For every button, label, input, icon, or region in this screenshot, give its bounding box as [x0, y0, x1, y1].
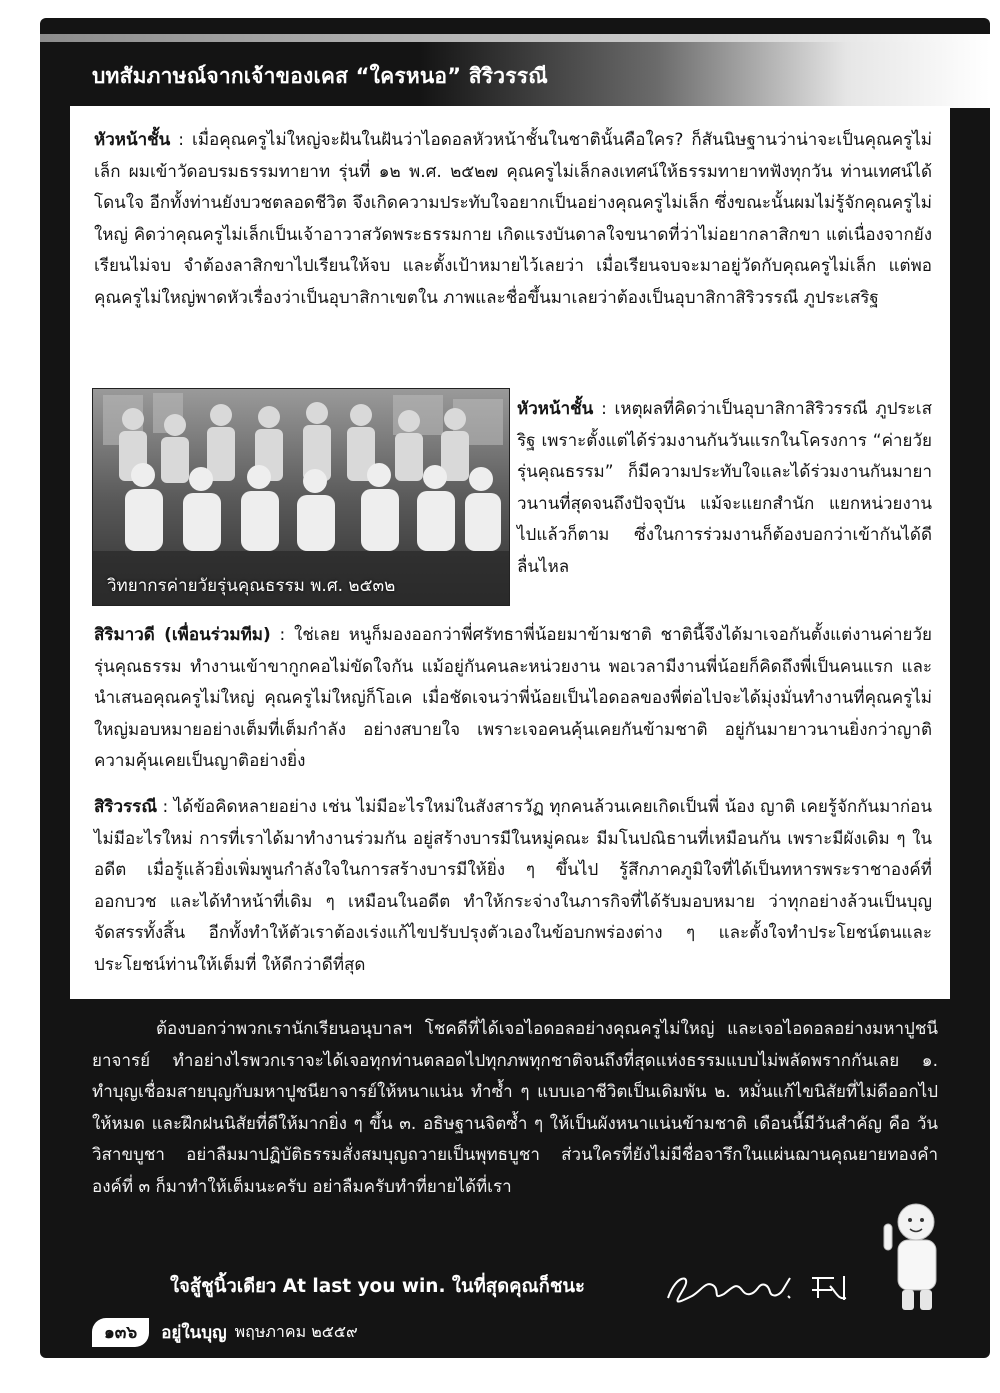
speaker-label: หัวหน้าชั้น: [517, 399, 594, 419]
paragraph-text: : ได้ข้อคิดหลายอย่าง เช่น ไม่มีอะไรใหม่ในสังสารวัฏ ทุกคนล้วนเคยเกิดเป็นพี่ น้อง ญาติ เคยรู้จักกันมาก่อน ไม่มีอะไรใหม่ การที่เราได้มาทำงานร่วมกัน อยู่สร้างบารมีในหมู่คณะ มีมโนปณิธานที่เหมือนกัน เพราะมีผังเดิม ๆ ในอดีต เมื่อรู้แล้วยิ่งเพิ่มพูนกำลังใจในการสร้างบารมีให้ยิ่ง ๆ ขึ้นไป รู้สึกภาคภูมิใจที่ได้เป็นทหารพระราชาองค์ที่ออกบวช และได้ทำหน้าที่เดิม ๆ เหมือนในอดีต ทำให้กระจ่างในภารกิจที่ได้รับมอบหมาย ว่าทุกอย่างล้วนเป็นบุญจัดสรรทั้งสิ้น อีกทั้งทำให้ตัวเราต้องเร่งแก้ไขปรับปรุงตัวเองในข้อบกพร่องต่าง ๆ และตั้งใจทำประโยชน์ตนและประโยชน์ท่านให้เต็มที่ ให้ดีกว่าดีที่สุด: [94, 797, 932, 975]
issue-date: พฤษภาคม ๒๕๕๙: [234, 1321, 358, 1341]
interview-paragraph-2: [517, 394, 932, 583]
interview-paragraph-1: [94, 125, 932, 314]
page-number: ๑๓๖: [92, 1318, 149, 1347]
paragraph-text: : ใช่เลย หนูก็มองออกว่าพี่ศรัทธาพี่น้อยมาข้ามชาติ ชาตินี้จึงได้มาเจอกันตั้งแต่งานค่ายวัยรุ่นคุณธรรม ทำงานเข้าขากูกคอไม่ขัดใจกัน แม้อยู่กันคนละหน่วยงาน พอเวลามีงานพี่น้อยก็คิดถึงพี่เป็นคนแรก และนำเสนอคุณครูไม่ใหญ่ คุณครูไม่ใหญ่ก็โอเค เมื่อชัดเจนว่าพี่น้อยเป็นไอดอลของพี่ต่อไปจะได้มุ่งมั่นทำงานที่คุณครูไม่ใหญ่มอบหมายอย่างเต็มที่เต็มกำลัง อย่างสบายใจ เพราะเจอคนคุ้นเคยกันข้ามชาติ อยู่กันมายาวนานยิ่งกว่าญาติ ความคุ้นเคยเป็นญาติอย่างยิ่ง: [94, 625, 932, 771]
interview-paragraph-3: [94, 620, 932, 778]
title-rule: [40, 34, 990, 42]
speaker-label: สิริวรรณี: [94, 797, 158, 817]
closing-text: ต้องบอกว่าพวกเรานักเรียนอนุบาลฯ โชคดีที่ได้เจอไอดอลอย่างคุณครูไม่ใหญ่ และเจอไอดอลอย่างมหาปูชนียาจารย์ ทำอย่างไรพวกเราจะได้เจอทุกท่านตลอดไปทุกภพทุกชาติจนถึงที่สุดแห่งธรรมแบบไม่พลัดพรากกันเลย ๑. ทำบุญเชื่อมสายบุญกับมหาปูชนียาจารย์ให้หนาแน่น ทำซ้ำ ๆ แบบเอาชีวิตเป็นเดิมพัน ๒. หมั่นแก้ไขนิสัยที่ไม่ดีออกไปให้หมด และฝึกฝนนิสัยที่ดีให้มากยิ่ง ๆ ขึ้น ๓. อธิษฐานจิตซ้ำ ๆ ให้เป็นผังหนาแน่นข้ามชาติ เดือนนี้มีวันสำคัญ คือ วันวิสาขบูชา อย่าลืมมาปฏิบัติธรรมสั่งสมบุญถวายเป็นพุทธบูชา ส่วนใครที่ยังไม่มีชื่อจารึกในแผ่นฌานคุณยายทองคำ องค์ที่ ๓ ก็มาทำให้เต็มนะครับ อย่าลืมครับทำที่ยายได้ที่เรา: [92, 1019, 938, 1197]
speaker-label: หัวหน้าชั้น: [94, 130, 171, 150]
article-title: บทสัมภาษณ์จากเจ้าของเคส “ใครหนอ” สิริวรรณี: [92, 64, 548, 88]
photo-caption: วิทยากรค่ายวัยรุ่นคุณธรรม พ.ศ. ๒๕๓๒: [107, 576, 396, 596]
interview-paragraph-4: [94, 792, 932, 981]
closing-paragraph: [92, 1014, 938, 1203]
signature-icon: [662, 1266, 862, 1310]
speaker-label: สิริมาวดี (เพื่อนร่วมทีม): [94, 625, 271, 645]
slogan: ใจสู้ชูนิ้วเดียว At last you win. ในที่สุดคุณก็ชนะ: [170, 1276, 585, 1297]
mascot-icon: [868, 1196, 958, 1316]
footer: [92, 1316, 358, 1348]
paragraph-text: : เมื่อคุณครูไม่ใหญ่จะฝันในฝันว่าไอดอลหัวหน้าชั้นในชาตินั้นคือใคร? ก็สันนิษฐานว่าน่าจะเป็นคุณครูไม่เล็ก ผมเข้าวัดอบรมธรรมทายาท รุ่นที่ ๑๒ พ.ศ. ๒๕๒๗ คุณครูไม่เล็กลงเทศน์ให้ธรรมทายาทฟังทุกวัน ท่านเทศน์ได้โดนใจ อีกทั้งท่านยังบวชตลอดชีวิต จึงเกิดความประทับใจอยากเป็นอย่างคุณครูไม่เล็ก ซึ่งขณะนั้นผมไม่รู้จักคุณครูไม่ใหญ่ คิดว่าคุณครูไม่เล็กเป็นเจ้าอาวาสวัดพระธรรมกาย เกิดแรงบันดาลใจขนาดที่ว่าไม่อยากลาสิกขา แต่เนื่องจากยังเรียนไม่จบ จำต้องลาสิกขาไปเรียนให้จบ และตั้งเป้าหมายไว้เลยว่า เมื่อเรียนจบจะมาอยู่วัดกับคุณครูไม่เล็ก แต่พอคุณครูไม่ใหญ่พาดหัวเรื่องว่าเป็นอุบาสิกาเขตใน ภาพและชื่อขึ้นมาเลยว่าต้องเป็นอุบาสิกาสิริวรรณี ภูประเสริฐ: [94, 130, 932, 308]
paragraph-text: : เหตุผลที่คิดว่าเป็นอุบาสิกาสิริวรรณี ภูประเสริฐ เพราะตั้งแต่ได้ร่วมงานกันวันแรกในโครงการ “ค่ายวัยรุ่นคุณธรรม” ก็มีความประทับใจและได้ร่วมงานกันมายาวนานที่สุดจนถึงปัจจุบัน แม้จะแยกสำนัก แยกหน่วยงานไปแล้วก็ตาม ซึ่งในการร่วมงานก็ต้องบอกว่าเข้ากันได้ดี ลื่นไหล: [517, 399, 932, 577]
group-photo: [92, 388, 510, 606]
magazine-name: อยู่ในบุญ: [161, 1322, 227, 1343]
